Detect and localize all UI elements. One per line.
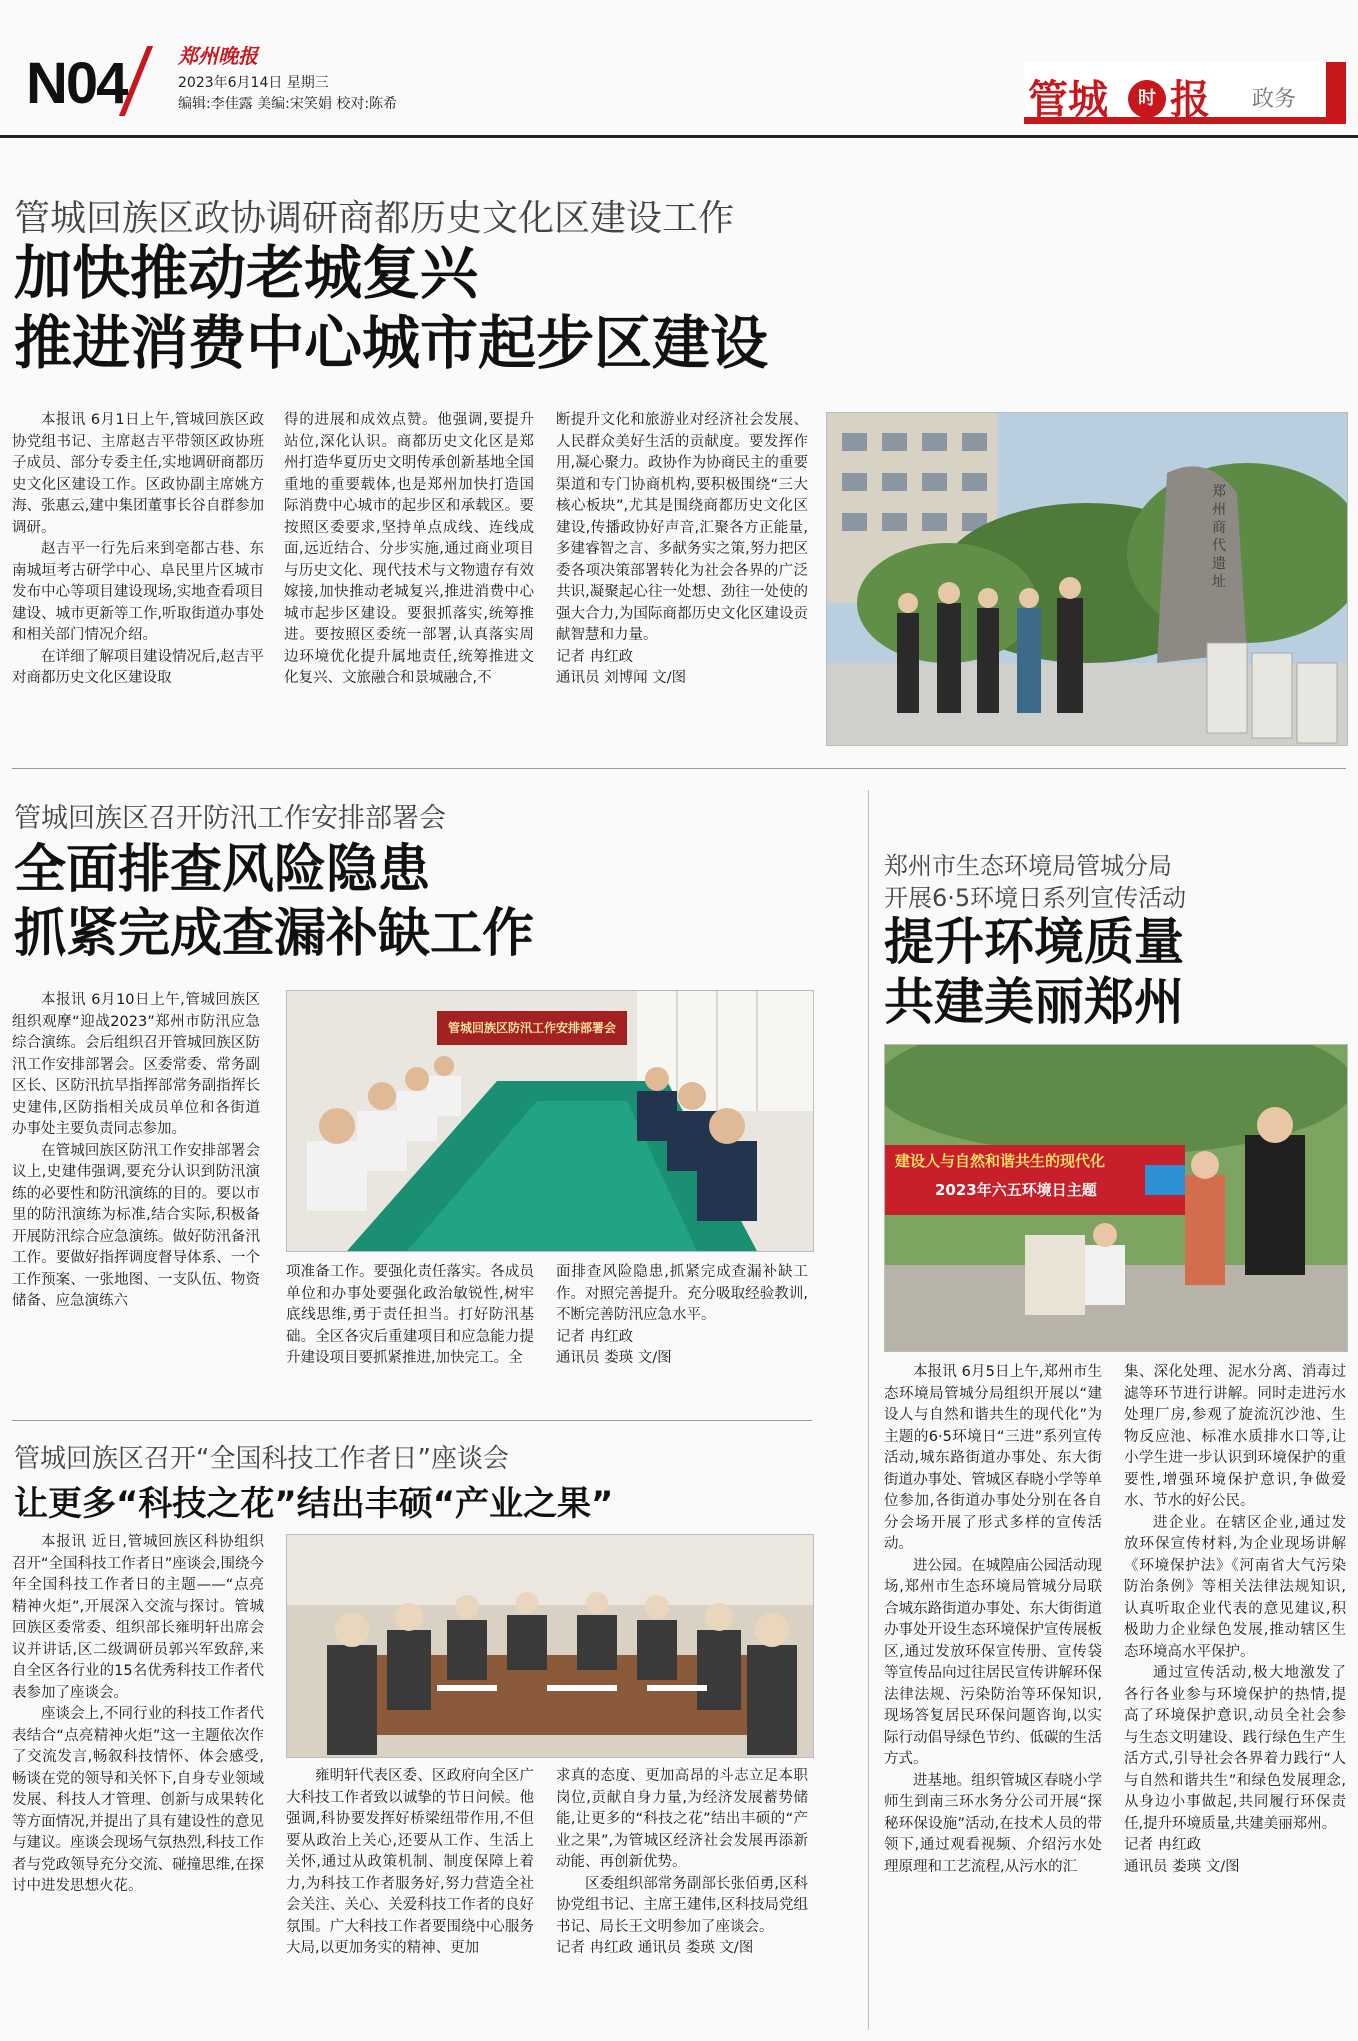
date-line: 2023年6月14日 星期三 (178, 75, 329, 91)
article1-column-3 (556, 410, 808, 690)
article4-headline-line2: 共建美丽郑州 (884, 973, 1184, 1031)
paragraph: 雍明轩代表区委、区政府向全区广大科技工作者致以诚挚的节日问候。他强调,科协要发挥好桥梁纽带作用,不但要从政治上关心,还要从工作、生活上关怀,通过从政策机制、制度保障上着力,为科技工作者服务好,努力营造全社会关注、关心、关爱科技工作者的良好氛围。广大科技工作者要围绕中心服务大局,以更加务实的精神、更加 (286, 1768, 534, 1956)
byline-reporter: 记者 冉红政 (556, 1328, 634, 1345)
byline-reporter: 记者 冉红政 (1124, 1837, 1202, 1853)
byline-correspondent: 通讯员 娄瑛 文/图 (556, 1350, 672, 1366)
section-name-a: 管城 (1028, 77, 1108, 123)
paragraph: 本报讯 近日,管城回族区科协组织召开“全国科技工作者日”座谈会,围绕今年全国科技工作者日的主题——“点亮精神火炬”,开展深入交流与探讨。管城回族区委常委、组织部长雍明轩出席会议并讲话,区二级调研员郭兴军致辞,来自全区各行业的15名优秀科技工作者代表参加了座谈会。 (12, 1534, 264, 1701)
article2-photo (286, 990, 814, 1252)
article4-headline-line1: 提升环境质量 (884, 913, 1184, 971)
article1-headline-line2: 推进消费中心城市起步区建设 (14, 309, 769, 377)
article4-photo (884, 1044, 1348, 1352)
article4-kicker-line2: 开展6·5环境日系列宣传活动 (884, 884, 1187, 912)
paragraph: 座谈会上,不同行业的科技工作者代表结合“点亮精神火炬”这一主题依次作了交流发言,畅叙科技情怀、体会感受,畅谈在党的领导和关怀下,自身专业领域发展、科技人才管理、创新与成果转化等方面情况,并提出了具有建设性的意见与建议。座谈会现场气氛热烈,科技工作者与党政领导充分交流、碰撞思维,在探讨中进发思想火花。 (12, 1706, 264, 1894)
article3-column-2 (286, 1766, 534, 1960)
article3-column-3 (556, 1766, 808, 1960)
article1-column-1 (12, 410, 264, 690)
paragraph: 面排查风险隐患,抓紧完成查漏补缺工作。对照完善提升。充分吸取经验教训,不断完善防汛应急水平。 (556, 1264, 808, 1323)
stone-inscription: 郑州商代遗址 (1212, 484, 1226, 590)
article2-column-2 (286, 1262, 534, 1370)
article4-column-2 (1124, 1362, 1346, 1878)
paragraph: 区委组织部常务副部长张佰勇,区科协党组书记、主席王建伟,区科技局党组书记、局长王文明参加了座谈会。 (556, 1875, 808, 1935)
editor-credits: 编辑:李佳露 美编:宋笑娟 校对:陈希 (178, 96, 398, 112)
paragraph: 进基地。组织管城区春晓小学师生到南三环水务分公司开展“探秘环保设施”活动,在技术人员的带领下,通过观看视频、介绍污水处理原理和工艺流程,从污水的汇 (884, 1772, 1102, 1875)
article2-kicker: 管城回族区召开防汛工作安排部署会 (14, 803, 446, 834)
site-visit-illustration (827, 413, 1347, 745)
banner-text-line1: 建设人与自然和谐共生的现代化 (895, 1152, 1106, 1170)
article3-column-1 (12, 1532, 264, 1898)
byline-reporter: 记者 冉红政 (556, 648, 634, 665)
article3-headline: 让更多“科技之花”结出丰硕“产业之果” (14, 1484, 614, 1524)
paragraph: 在管城回族区防汛工作安排部署会议上,史建伟强调,要充分认识到防汛演练的必要性和防汛演练的目的。要以市里的防汛演练为标准,结合实际,积极备开展防汛综合应急演练。做好防汛备汛工作。要做好指挥调度督导体系、一个工作预案、一张地图、一支队伍、物资储备、应急演练六 (12, 1142, 260, 1309)
meeting-banner-text: 管城回族区防汛工作安排部署会 (447, 1021, 616, 1035)
paragraph: 通过宣传活动,极大地激发了各行各业参与环境保护的热情,提高了环境保护意识,动员全社会参与生态文明建设、践行绿色生产生活方式,引导社会各界着力践行“人与自然和谐共生”和绿色发展理念,从身边小事做起,共同履行环保责任,提升环境质量,共建美丽郑州。 (1124, 1665, 1346, 1832)
page-number: N04 (26, 51, 127, 116)
paragraph: 本报讯 6月5日上午,郑州市生态环境局管城分局组织开展以“建设人与自然和谐共生的现代化”为主题的6·5环境日“三进”系列宣传活动,城东路街道办事处、东大街街道办事处、管城区春晓小学等单位参加,各街道办事处分别在各自分会场开展了形式多样的宣传活动。 (884, 1364, 1102, 1552)
byline-correspondent: 通讯员 刘博闻 文/图 (556, 670, 687, 686)
byline: 记者 冉红政 通讯员 娄瑛 文/图 (556, 1940, 754, 1956)
paragraph: 本报讯 6月10日上午,管城回族区组织观摩“迎战2023”郑州市防汛应急综合演练。会后组织召开管城回族区防汛工作安排部署会。区委常委、常务副区长、区防汛抗旱指挥部常务副指挥长史建伟,区防指相关成员单位和各街道办事处主要负责同志参加。 (12, 992, 260, 1137)
byline-correspondent: 通讯员 娄瑛 文/图 (1124, 1858, 1240, 1875)
article2-headline-line2: 抓紧完成查漏补缺工作 (14, 904, 535, 964)
symposium-illustration (287, 1535, 813, 1757)
paragraph: 进企业。在辖区企业,通过发放环保宣传材料,为企业现场讲解《环境保护法》《河南省大气污染防治条例》等相关法律法规知识,认真听取企业代表的意见建议,积极助力企业绿色发展,推动辖区生态环境高水平保护。 (1124, 1514, 1346, 1660)
paragraph: 本报讯 6月1日上午,管城回族区政协党组书记、主席赵吉平带领区政协班子成员、部分专委主任,实地调研商都历史文化区建设工作。区政协副主席姚方海、张惠云,建中集团董事长谷自群参加调研。 (12, 412, 264, 536)
paragraph: 在详细了解项目建设情况后,赵吉平对商都历史文化区建设取 (12, 648, 264, 686)
paragraph: 进公园。在城隍庙公园活动现场,郑州市生态环境局管城分局联合城东路街道办事处、东大街街道办事处开设生态环境保护宣传展板区,通过发放环保宣传册、宣传袋等宣传品向过往居民宣传讲解环保法律法规、污染防治等环保知识,现场答复居民环保问题咨询,以实际行动倡导绿色节约、低碳的生活方式。 (884, 1557, 1102, 1767)
paragraph: 项准备工作。要强化责任落实。各成员单位和办事处要强化政治敏锐性,树牢底线思维,勇于责任担当。打好防汛基础。全区各灾后重建项目和应急能力提升建设项目要抓紧推进,加快完工。全 (286, 1264, 534, 1366)
paragraph: 得的进展和成效点赞。他强调,要提升站位,深化认识。商都历史文化区是郑州打造华夏历史文明传承创新基地全国重地的重要载体,也是郑州加快打造国际消费中心城市的起步区和承载区。要按照区委要求,坚持单点成线、连线成面,远近结合、分步实施,通过商业项目与历史文化、现代技术与文物遗存有效嫁接,加快推动老城复兴,推进消费中心城市起步区建设。要狠抓落实,统筹推进。要按照区委统一部署,认真落实周边环境优化提升属地责任,统筹推进文化复兴、文旅融合和景城融合,不 (284, 412, 534, 686)
article2-headline-line1: 全面排查风险隐患 (14, 840, 431, 900)
section-name-b: 报 (1170, 77, 1210, 123)
section-subtitle: 政务 (1252, 87, 1297, 112)
article1-kicker: 管城回族区政协调研商都历史文化区建设工作 (14, 198, 735, 239)
article1-headline-line1: 加快推动老城复兴 (14, 239, 479, 307)
article2-column-1 (12, 990, 260, 1313)
paragraph: 赵吉平一行先后来到亳都古巷、东南城垣考古研学中心、阜民里片区城市发布中心等项目建设现场,实地查看项目建设、城市更新等工作,听取街道办事处和相关部门情况介绍。 (12, 541, 264, 643)
article3-kicker: 管城回族区召开“全国科技工作者日”座谈会 (14, 1444, 509, 1474)
paragraph: 求真的态度、更加高昂的斗志立足本职岗位,贡献自身力量,为经济发展蓄势储能,让更多的“科技之花”结出丰硕的“产业之果”,为管城区经济社会发展再添新动能、再创新优势。 (556, 1768, 808, 1870)
column-divider (868, 790, 869, 2030)
newspaper-brand: 郑州晚报 (178, 44, 258, 68)
article4-column-1 (884, 1362, 1102, 1878)
section-divider (12, 1420, 812, 1421)
article1-column-2 (284, 410, 534, 690)
paragraph: 集、深化处理、泥水分离、消毒过滤等环节进行讲解。同时走进污水处理厂房,参观了旋流沉沙池、生物反应池、标准水质排水口等,让小学生进一步认识到环境保护的重要性,增强环境保护意识,争做爱水、节水的好公民。 (1124, 1364, 1346, 1509)
banner-text-line2: 2023年六五环境日主题 (935, 1181, 1097, 1199)
article1-photo (826, 412, 1348, 746)
section-badge: 时 (1128, 80, 1166, 118)
top-rule (0, 135, 1358, 138)
paragraph: 断提升文化和旅游业对经济社会发展、人民群众美好生活的贡献度。要发挥作用,凝心聚力。政协作为协商民主的重要渠道和专门协商机构,要积极围绕“三大核心板块”,尤其是围绕商都历史文化区建设,传播政协好声音,汇聚各方正能量,多建睿智之言、多献务实之策,努力把区委各项决策部署转化为社会各界的广泛共识,凝聚起心往一处想、劲往一处使的强大合力,为国际商都历史文化区建设贡献智慧和力量。 (556, 412, 808, 643)
section-divider (12, 768, 1346, 769)
article4-kicker-line1: 郑州市生态环境局管城分局 (884, 852, 1172, 880)
article3-photo (286, 1534, 814, 1758)
article2-column-3 (556, 1262, 808, 1370)
